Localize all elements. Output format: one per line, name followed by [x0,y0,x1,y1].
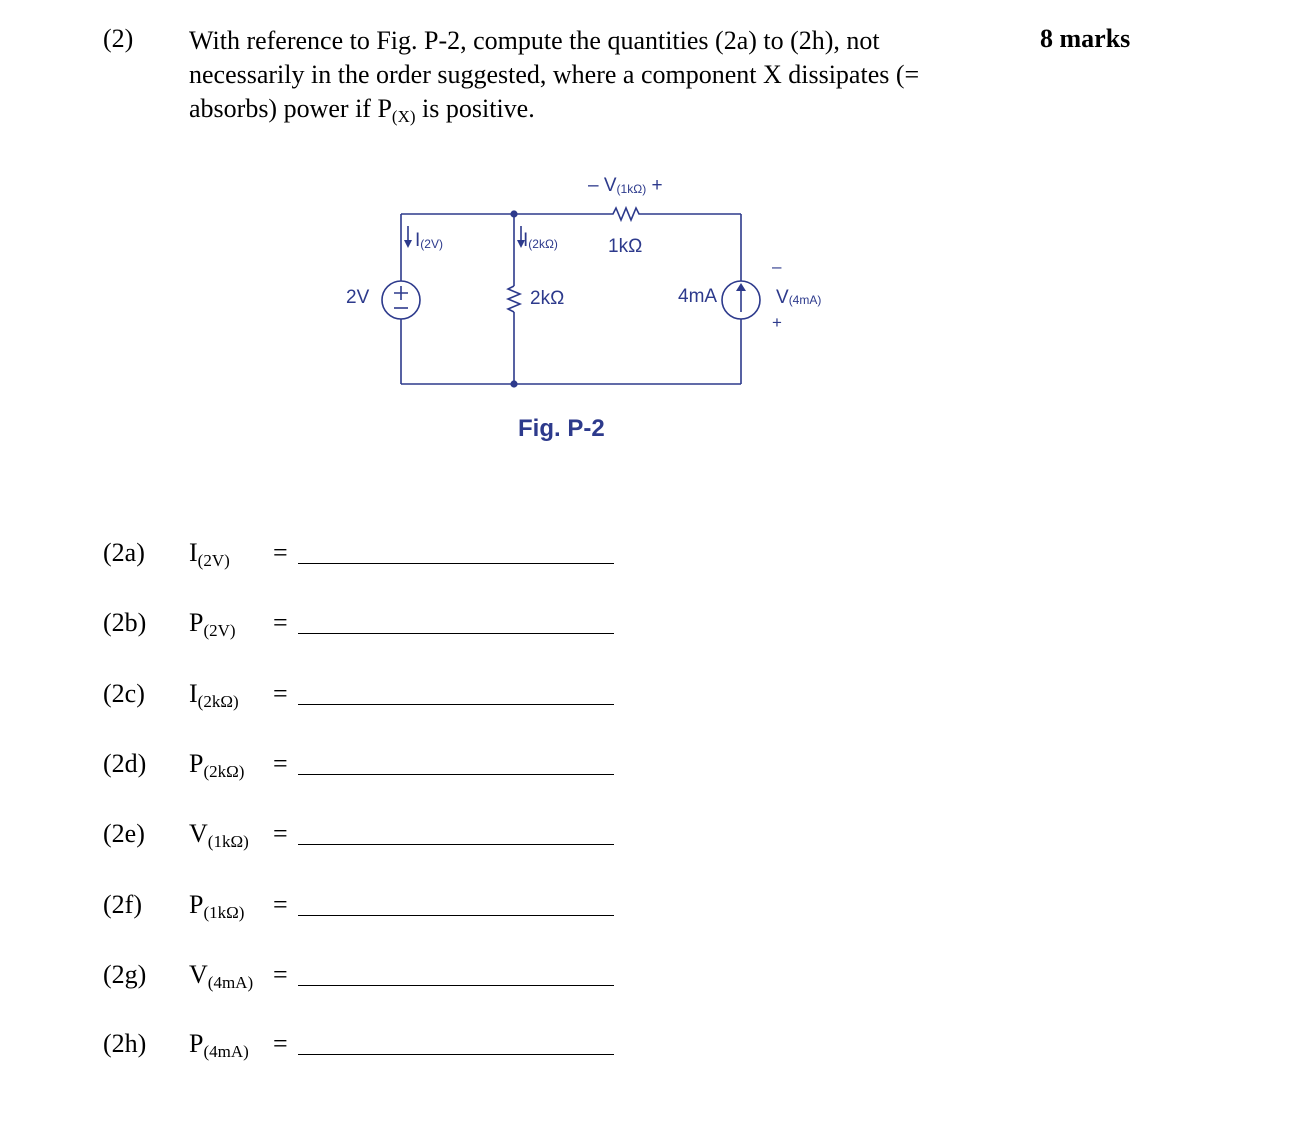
svg-text:I(2kΩ) [523,230,558,251]
equals-sign: = [273,890,288,919]
answer-quantity [189,679,239,709]
quantity-symbol: I [189,538,198,567]
answer-label: (2c) [103,679,145,708]
plus-icon [394,286,408,300]
answer-label: (2a) [103,538,145,567]
i2v-label: I [415,230,421,251]
equals-sign: = [273,960,288,989]
question-number: (2) [103,24,134,53]
resistor-1k-icon [602,208,646,220]
i2v-sub: (2V) [420,237,443,251]
quantity-symbol: P [189,1029,204,1058]
answer-blank[interactable] [298,985,614,986]
figure-caption: Fig. P-2 [518,415,605,442]
quantity-subscript: (1kΩ) [203,903,245,922]
circuit-diagram-fig-p2 [330,160,850,450]
answer-row [0,679,700,719]
answer-quantity [189,608,236,638]
quantity-symbol: V [189,960,208,989]
answer-blank[interactable] [298,915,614,916]
r2k-label: 2kΩ [530,288,565,309]
v1k-pos-sign: + [651,175,663,196]
quantity-subscript: (4mA) [203,1042,249,1061]
v1k-sub: (1kΩ) [616,182,647,196]
answer-label: (2b) [103,608,147,637]
answer-quantity [189,538,230,568]
quantity-symbol: I [189,679,198,708]
v4ma-pos-sign: + [772,313,782,332]
marks-label: 8 marks [1040,24,1131,53]
v4ma-sub: (4mA) [788,293,822,307]
answer-blank[interactable] [298,1054,614,1055]
answer-blank[interactable] [298,844,614,845]
answer-row [0,819,700,859]
answer-row [0,749,700,789]
quantity-subscript: (2kΩ) [203,762,245,781]
resistor-2k-icon [508,286,520,312]
v1k-neg-sign: – [588,175,599,196]
equals-sign: = [273,819,288,848]
answer-label: (2d) [103,749,147,778]
answer-blank[interactable] [298,563,614,564]
node-dot-bottom [510,380,517,387]
answer-quantity [189,960,253,990]
answer-quantity [189,819,249,849]
equals-sign: = [273,679,288,708]
answer-row [0,608,700,648]
answer-quantity [189,1029,249,1059]
quantity-subscript: (2kΩ) [197,692,239,711]
answer-row [0,890,700,930]
equals-sign: = [273,608,288,637]
quantity-symbol: P [189,608,204,637]
question-text-end: is positive. [415,94,535,123]
answer-blank[interactable] [298,633,614,634]
equals-sign: = [273,749,288,778]
answer-quantity [189,749,244,779]
v4ma-label: V [776,287,789,308]
i2k-label: I [523,230,529,251]
quantity-subscript: (2V) [203,621,236,640]
quantity-symbol: P [189,890,204,919]
r1k-label: 1kΩ [608,236,643,257]
v1k-label: V [603,175,617,196]
answer-row [0,960,700,1000]
question-text [189,24,989,129]
quantity-subscript: (2V) [197,551,230,570]
answer-label: (2e) [103,819,145,848]
answer-label: (2f) [103,890,142,919]
answer-label: (2g) [103,960,147,989]
quantity-subscript: (1kΩ) [207,832,249,851]
question-text-main: With reference to Fig. P-2, compute the quantities (2a) to (2h), not necessarily in the order suggested, where a component X dissipates (= absorbs) power if P [189,26,920,123]
i2k-sub: (2kΩ) [528,237,558,251]
answer-row [0,1029,700,1069]
answer-label: (2h) [103,1029,147,1058]
quantity-symbol: P [189,749,204,778]
quantity-symbol: V [189,819,208,848]
answer-row [0,538,700,578]
svg-text:V(4mA) [776,287,821,308]
answer-quantity [189,890,244,920]
v4ma-neg-sign: – [772,257,782,276]
svg-text:– V(1kΩ) + [588,175,663,196]
equals-sign: = [273,538,288,567]
source-4ma-label: 4mA [678,286,718,307]
equals-sign: = [273,1029,288,1058]
node-dot-top [510,210,517,217]
answer-blank[interactable] [298,774,614,775]
quantity-subscript: (4mA) [207,973,254,992]
source-2v-label: 2V [346,287,370,308]
question-text-subscript: (X) [391,107,416,126]
answer-blank[interactable] [298,704,614,705]
svg-text:I(2V) [415,230,443,251]
